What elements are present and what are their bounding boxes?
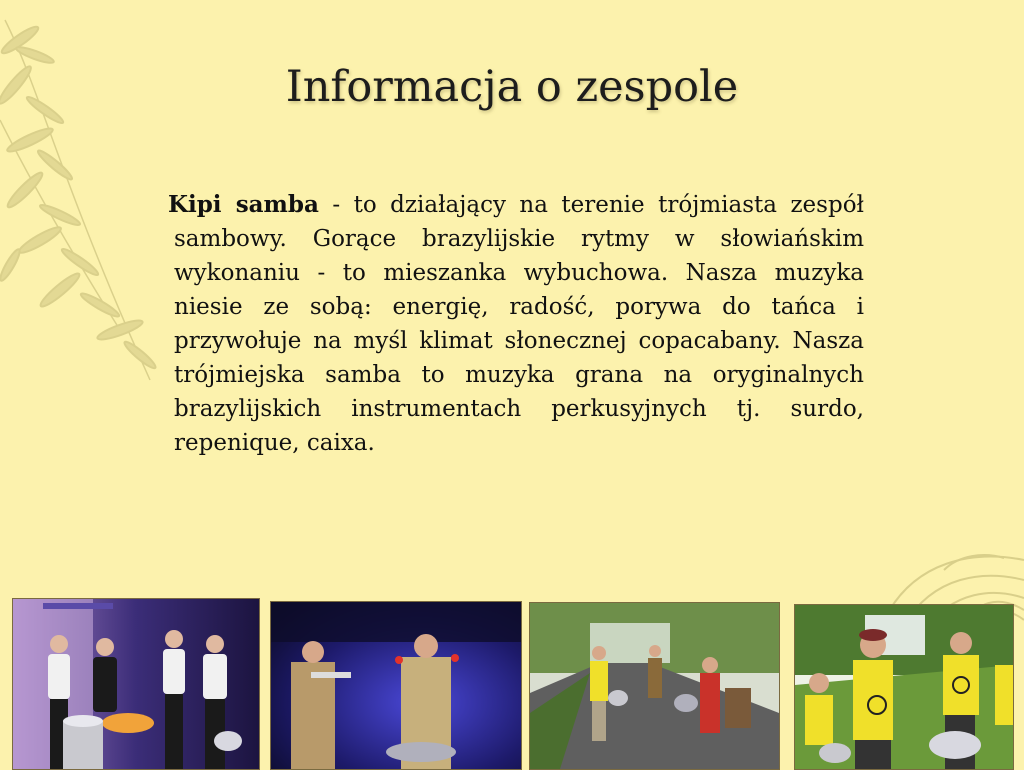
band-description-text: - to działający na terenie trójmiasta zespół sambowy. Gorące brazylijskie rytmy w słowiańskim wykonaniu - to mieszanka wybuchowa. Nasza muzyka niesie ze sobą: energię, radość, porywa do tańca i przywołuje na myśl klimat słonecznej copacabany. Nasza trójmiejska samba to muzyka grana na oryginalnych brazylijskich instrumentach perkusyjnych tj. surdo, repenique, caixa. [174, 192, 864, 456]
photo-band-indoor [12, 598, 260, 770]
photo-park-drummers [794, 604, 1014, 770]
slide-title: Informacja o zespole [285, 62, 739, 112]
photo-street-parade [529, 602, 780, 770]
band-name: Kipi samba [168, 191, 319, 218]
band-description [168, 188, 864, 460]
photo-dancers-stage [270, 601, 522, 770]
